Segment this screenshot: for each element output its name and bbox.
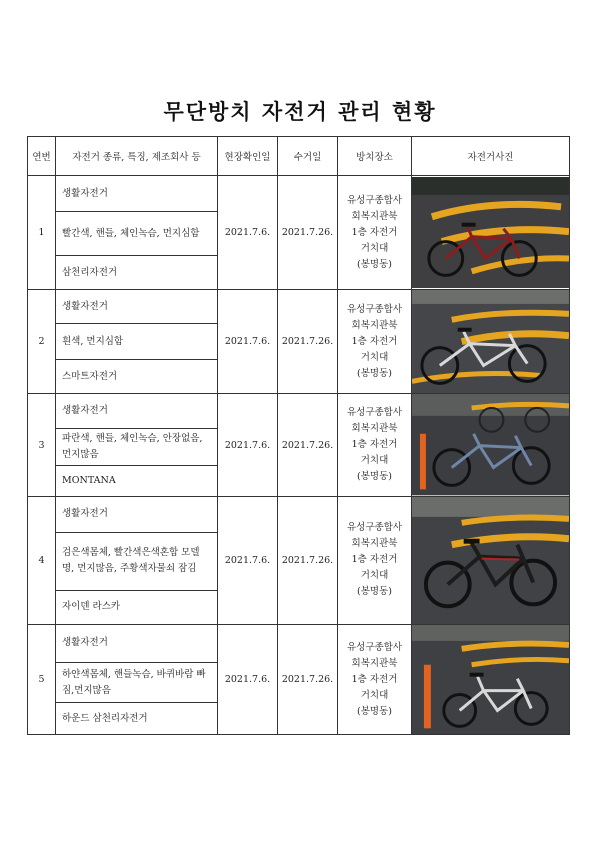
found-date: 2021.7.6. (218, 394, 278, 496)
place-line: 거치대 (360, 242, 389, 254)
row-number: 3 (28, 394, 56, 496)
bike-photo-image (412, 290, 569, 393)
collected-date: 2021.7.26. (278, 624, 338, 734)
document-title: 무단방치 자전거 관리 현황 (163, 100, 437, 124)
row-number: 4 (28, 496, 56, 624)
bike-type: 생활자전거 (56, 496, 218, 532)
table-row (28, 394, 570, 429)
table-row (28, 496, 570, 532)
collected-date: 2021.7.26. (278, 496, 338, 624)
place-line: 유성구종합사 (346, 303, 403, 315)
place-line: (봉명동) (357, 258, 392, 270)
place-cell (338, 394, 412, 496)
bike-maker: 하운드 삼천리자전거 (56, 703, 218, 735)
bike-features: 하얀색몸체, 핸들녹슴, 바퀴바람 빠짐,먼지많음 (56, 663, 218, 703)
bike-photo (412, 176, 570, 290)
found-date: 2021.7.6. (218, 624, 278, 734)
place-line: 유성구종합사 (346, 407, 403, 418)
bike-photo-image (412, 177, 569, 288)
table-row (28, 624, 570, 662)
row-number: 1 (28, 176, 56, 290)
row-number: 5 (28, 624, 56, 734)
bike-photo (412, 290, 570, 394)
bike-photo-image (412, 394, 569, 495)
row-number: 2 (28, 290, 56, 394)
bike-photo-image (412, 625, 569, 734)
place-line: 회복지관북 (351, 423, 398, 434)
place-line: 회복지관북 (351, 538, 398, 550)
place-line: 거치대 (360, 689, 389, 701)
place-line: 1층 자전거 (351, 673, 398, 685)
collected-date: 2021.7.26. (278, 176, 338, 290)
place-line: 1층 자전거 (351, 439, 398, 450)
place-line: 1층 자전거 (351, 226, 398, 238)
found-date: 2021.7.6. (218, 496, 278, 624)
place-line: 1층 자전거 (351, 335, 398, 347)
bike-photo (412, 496, 570, 624)
place-line: 유성구종합사 (346, 641, 403, 653)
place-line: 거치대 (360, 351, 389, 363)
place-line: (봉명동) (357, 471, 392, 482)
header-collected-date: 수거일 (278, 137, 338, 176)
header-photo: 자전거사진 (412, 137, 570, 176)
place-line: 유성구종합사 (346, 522, 403, 534)
bike-photo (412, 394, 570, 496)
header-found-date: 현장확인일 (218, 137, 278, 176)
place-line: 거치대 (360, 570, 389, 582)
place-line: (봉명동) (357, 586, 392, 598)
place-cell (338, 176, 412, 290)
bike-type: 생활자전거 (56, 624, 218, 662)
bike-maker: 삼천리자전거 (56, 256, 218, 290)
header-no: 연번 (28, 137, 56, 176)
place-line: 회복지관북 (351, 657, 398, 669)
collected-date: 2021.7.26. (278, 290, 338, 394)
bike-features: 흰색, 먼지심함 (56, 324, 218, 360)
bike-maker: MONTANA (56, 465, 218, 496)
table-header-row (28, 137, 570, 176)
place-cell (338, 290, 412, 394)
place-line: 유성구종합사 (346, 194, 403, 206)
bike-photo-image (412, 497, 569, 624)
header-description: 자전거 종류, 특징, 제조회사 등 (56, 137, 218, 176)
bike-features: 검은색몸체, 빨간색은색혼합 모델명, 먼지많음, 주황색자물쇠 잠김 (56, 532, 218, 590)
place-line: (봉명동) (357, 705, 392, 717)
collected-date: 2021.7.26. (278, 394, 338, 496)
bike-maker: 자이덴 라스카 (56, 590, 218, 624)
bike-maker: 스마트자전거 (56, 360, 218, 394)
place-line: 거치대 (360, 455, 389, 466)
table-row (28, 176, 570, 212)
found-date: 2021.7.6. (218, 290, 278, 394)
bike-type: 생활자전거 (56, 176, 218, 212)
header-place: 방치장소 (338, 137, 412, 176)
place-line: 회복지관북 (351, 319, 398, 331)
bike-type: 생활자전거 (56, 290, 218, 324)
place-line: 회복지관북 (351, 210, 398, 222)
place-cell (338, 624, 412, 734)
place-cell (338, 496, 412, 624)
bike-features: 파란색, 핸들, 체인녹슴, 안장없음, 먼지많음 (56, 429, 218, 466)
place-line: 1층 자전거 (351, 554, 398, 566)
place-line: (봉명동) (357, 367, 392, 379)
table-row (28, 290, 570, 324)
found-date: 2021.7.6. (218, 176, 278, 290)
bike-features: 빨간색, 핸들, 체인녹슴, 먼지심함 (56, 212, 218, 256)
bike-type: 생활자전거 (56, 394, 218, 429)
bike-photo (412, 624, 570, 734)
bicycle-management-table (27, 136, 570, 735)
